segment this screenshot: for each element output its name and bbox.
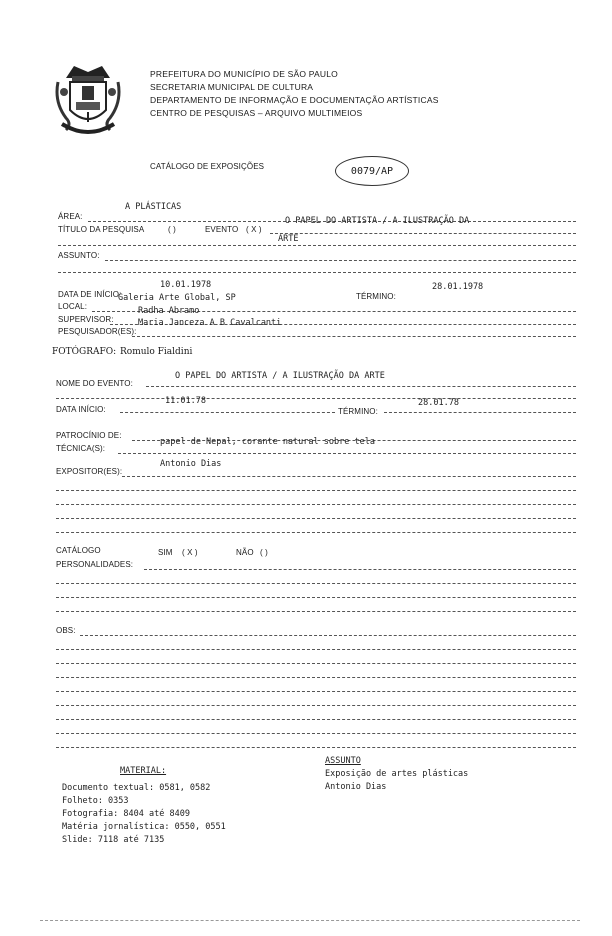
- titulo-label: TÍTULO DA PESQUISA: [58, 225, 145, 234]
- obs-line-8: [56, 733, 576, 734]
- nome-evento-label: NOME DO EVENTO:: [56, 379, 133, 388]
- tecnica-value: papel de Nepal, corante natural sobre tela: [160, 437, 375, 447]
- termino-value: 28.01.1978: [432, 282, 484, 292]
- nao-label: NÃO: [236, 548, 254, 557]
- data-inicio2-line: [120, 412, 335, 413]
- catalogo-label: CATÁLOGO: [56, 546, 101, 555]
- titulo-paren: ( ): [168, 225, 176, 234]
- patrocinio-label: PATROCÍNIO DE:: [56, 431, 122, 440]
- obs-line-6: [56, 705, 576, 706]
- termino2-line: [384, 412, 576, 413]
- tecnica-line: [118, 453, 576, 454]
- assunto-box-line-1: Exposição de artes plásticas: [325, 769, 469, 779]
- material-heading: MATERIAL:: [120, 766, 167, 776]
- header-line-2: SECRETARIA MUNICIPAL DE CULTURA: [150, 82, 314, 92]
- expositores-value: Antonio Dias: [160, 459, 222, 469]
- obs-line-3: [56, 663, 576, 664]
- personalidades-line-3: [56, 597, 576, 598]
- assunto-line-1: [105, 260, 576, 261]
- titulo-value-1: O PAPEL DO ARTISTA / A ILUSTRAÇÃO DA: [285, 216, 470, 226]
- data-inicio2-value: 11.01.78: [165, 396, 206, 406]
- supervisor-label: SUPERVISOR:: [58, 315, 114, 324]
- bottom-edge-line: [40, 920, 580, 921]
- expositores-line-4: [56, 518, 576, 519]
- expositores-line-1: [122, 476, 576, 477]
- titulo-line-2: [58, 245, 576, 246]
- assunto-box-heading: ASSUNTO: [325, 756, 361, 766]
- evento-paren: ( X ): [246, 225, 262, 234]
- data-inicio-value: 10.01.1978: [160, 280, 212, 290]
- obs-line-9: [56, 747, 576, 748]
- sim-label: SIM: [158, 548, 173, 557]
- header-line-4: CENTRO DE PESQUISAS – ARQUIVO MULTIMEIOS: [150, 108, 363, 118]
- personalidades-line-2: [56, 583, 576, 584]
- nome-evento-line-2: [56, 398, 576, 399]
- stamp-code: 0079/AP: [335, 156, 409, 186]
- obs-line-5: [56, 691, 576, 692]
- obs-line-7: [56, 719, 576, 720]
- nao-checkbox: ( ): [260, 548, 268, 557]
- obs-line-1: [80, 635, 576, 636]
- termino2-value: 28.01.78: [418, 398, 459, 408]
- fotografo-value: Romulo Fialdini: [120, 347, 193, 357]
- supervisor-value: Radha Abramo: [138, 306, 200, 316]
- catalog-title: CATÁLOGO DE EXPOSIÇÕES: [150, 162, 265, 171]
- expositores-line-3: [56, 504, 576, 505]
- header-line-1: PREFEITURA DO MUNICÍPIO DE SÃO PAULO: [150, 69, 338, 79]
- area-value: A PLÁSTICAS: [125, 202, 182, 212]
- obs-label: OBS:: [56, 626, 76, 635]
- pesquisadores-value: Maria Janceza A B Cavalcanti: [138, 318, 282, 328]
- expositores-label: EXPOSITOR(ES):: [56, 467, 123, 476]
- termino-label: TÉRMINO:: [356, 292, 396, 301]
- assunto-label: ASSUNTO:: [58, 251, 100, 260]
- personalidades-line-4: [56, 611, 576, 612]
- personalidades-label: PERSONALIDADES:: [56, 560, 134, 569]
- titulo-line-1: [270, 233, 576, 234]
- pesquisadores-line: [132, 336, 576, 337]
- assunto-box-line-2: Antonio Dias: [325, 782, 387, 792]
- material-item: Slide: 7118 até 7135: [62, 835, 165, 845]
- coat-of-arms-icon: [52, 62, 124, 140]
- fotografo-label: FOTÓGRAFO:: [52, 347, 117, 357]
- local-value: Galeria Arte Global, SP: [118, 293, 236, 303]
- tecnica-label: TÉCNICA(S):: [56, 444, 106, 453]
- titulo-value-2: ARTE: [278, 234, 299, 244]
- obs-line-4: [56, 677, 576, 678]
- expositores-line-5: [56, 532, 576, 533]
- evento-label: EVENTO: [205, 225, 239, 234]
- nome-evento-line-1: [146, 386, 576, 387]
- assunto-line-2: [58, 272, 576, 273]
- nome-evento-value: O PAPEL DO ARTISTA / A ILUSTRAÇÃO DA ARTE: [175, 371, 385, 381]
- expositores-line-2: [56, 490, 576, 491]
- material-item: Fotografia: 8404 até 8409: [62, 809, 190, 819]
- material-item: Folheto: 0353: [62, 796, 129, 806]
- header-line-3: DEPARTAMENTO DE INFORMAÇÃO E DOCUMENTAÇÃO ARTÍSTICAS: [150, 95, 439, 105]
- local-label: LOCAL:: [58, 302, 88, 311]
- sim-checkbox: ( X ): [182, 548, 198, 557]
- pesquisadores-label: PESQUISADOR(ES):: [58, 327, 137, 336]
- personalidades-line-1: [144, 569, 576, 570]
- material-item: Documento textual: 0581, 0582: [62, 783, 211, 793]
- material-item: Matéria jornalística: 0550, 0551: [62, 822, 226, 832]
- termino2-label: TÉRMINO:: [338, 407, 378, 416]
- data-inicio2-label: DATA INÍCIO:: [56, 405, 106, 414]
- area-label: ÁREA:: [58, 212, 83, 221]
- obs-line-2: [56, 649, 576, 650]
- data-inicio-label: DATA DE INÍCIO:: [58, 290, 122, 299]
